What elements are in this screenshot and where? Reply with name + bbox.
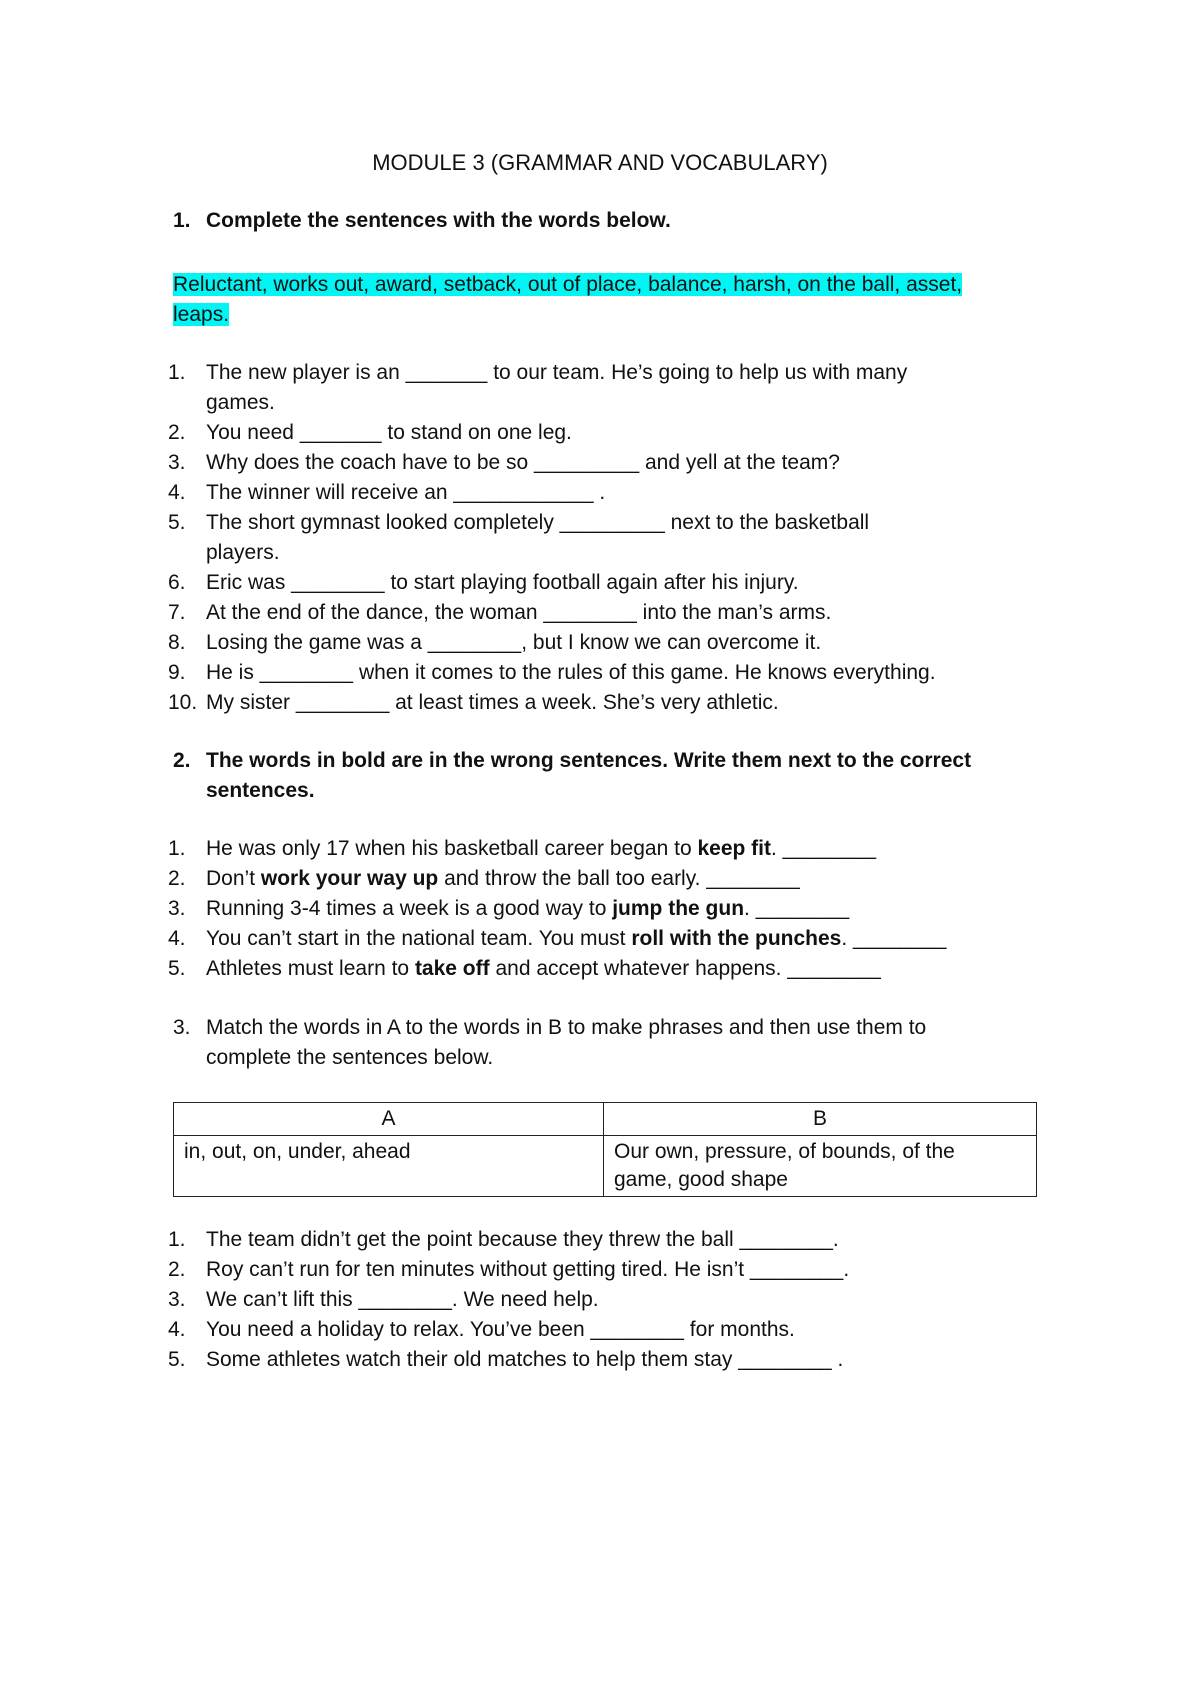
item-text: At the end of the dance, the woman ________ into the man’s arms. — [206, 601, 832, 624]
word-bank-line2: leaps. — [173, 303, 230, 326]
item-number: 2. — [168, 421, 186, 444]
item-text: The new player is an _______ to our team. He’s going to help us with many — [206, 361, 908, 384]
list-item — [168, 1315, 1036, 1345]
list-item — [168, 598, 1036, 628]
item-text: You need _______ to stand on one leg. — [206, 421, 572, 444]
item-text: You need a holiday to relax. You’ve been ________ for months. — [206, 1318, 795, 1341]
item-number: 4. — [168, 927, 186, 950]
section3-list — [168, 1225, 1036, 1375]
word-bank-line1: Reluctant, works out, award, setback, out of place, balance, harsh, on the ball, asset, — [173, 273, 963, 296]
list-item — [168, 418, 1036, 448]
list-item — [168, 358, 1036, 418]
column-b-header: B — [604, 1103, 1037, 1136]
list-item — [168, 1225, 1036, 1255]
list-item — [168, 924, 1036, 954]
section1-number: 1. — [173, 209, 191, 232]
section1-heading — [173, 206, 1036, 236]
table-row — [174, 1136, 1037, 1197]
item-text-end: . ________ — [744, 897, 850, 920]
list-item — [168, 1345, 1036, 1375]
page-title: MODULE 3 (GRAMMAR AND VOCABULARY) — [372, 150, 828, 175]
section3-heading-line2: complete the sentences below. — [206, 1046, 494, 1069]
item-text: Roy can’t run for ten minutes without getting tired. He isn’t ________. — [206, 1258, 850, 1281]
item-number: 5. — [168, 511, 186, 534]
item-number: 6. — [168, 571, 186, 594]
section2-list — [168, 834, 1036, 984]
list-item — [168, 688, 1036, 718]
item-text-continued: games. — [206, 391, 275, 414]
item-number: 8. — [168, 631, 186, 654]
match-table — [173, 1102, 1037, 1197]
cell-b — [604, 1136, 1037, 1197]
item-text: Losing the game was a ________, but I know we can overcome it. — [206, 631, 822, 654]
cell-b-line1: Our own, pressure, of bounds, of the — [614, 1140, 955, 1163]
item-text: We can’t lift this ________. We need help. — [206, 1288, 599, 1311]
item-number: 1. — [168, 361, 186, 384]
section2-heading — [173, 746, 1036, 806]
item-number: 1. — [168, 1228, 186, 1251]
section3-number: 3. — [173, 1016, 191, 1039]
item-text: The winner will receive an ____________ . — [206, 481, 606, 504]
item-text: Don’t — [206, 867, 261, 890]
list-item — [168, 1255, 1036, 1285]
table-header-row — [174, 1103, 1037, 1136]
section3-heading-line1: Match the words in A to the words in B to make phrases and then use them to — [206, 1016, 927, 1039]
item-text: He is ________ when it comes to the rules of this game. He knows everything. — [206, 661, 936, 684]
list-item — [168, 834, 1036, 864]
item-text: Eric was ________ to start playing football again after his injury. — [206, 571, 799, 594]
item-text: Athletes must learn to — [206, 957, 415, 980]
item-number: 7. — [168, 601, 186, 624]
item-text: Why does the coach have to be so _________ and yell at the team? — [206, 451, 840, 474]
item-text-end: . ________ — [841, 927, 947, 950]
section3-heading — [173, 1013, 1036, 1073]
item-text-continued: players. — [206, 541, 280, 564]
bold-phrase: work your way up — [260, 867, 439, 890]
item-text: The short gymnast looked completely _________ next to the basketball — [206, 511, 870, 534]
section2-number: 2. — [173, 749, 191, 772]
item-number: 3. — [168, 451, 186, 474]
item-number: 5. — [168, 957, 186, 980]
list-item — [168, 864, 1036, 894]
item-text: Some athletes watch their old matches to help them stay ________ . — [206, 1348, 844, 1371]
item-number: 1. — [168, 837, 186, 860]
item-number: 2. — [168, 867, 186, 890]
list-item — [168, 478, 1036, 508]
item-text: He was only 17 when his basketball career began to — [206, 837, 698, 860]
list-item — [168, 954, 1036, 984]
word-bank — [173, 270, 1033, 330]
section2-heading-line1: The words in bold are in the wrong sentences. Write them next to the correct — [206, 749, 972, 772]
bold-phrase: jump the gun — [612, 897, 745, 920]
bold-phrase: take off — [414, 957, 490, 980]
item-text-end: and accept whatever happens. ________ — [489, 957, 881, 980]
item-number: 4. — [168, 1318, 186, 1341]
item-number: 2. — [168, 1258, 186, 1281]
item-text-end: . ________ — [771, 837, 877, 860]
item-number: 9. — [168, 661, 186, 684]
item-number: 3. — [168, 1288, 186, 1311]
item-text: My sister ________ at least times a week. She’s very athletic. — [206, 691, 779, 714]
item-text: You can’t start in the national team. You must — [206, 927, 632, 950]
bold-phrase: roll with the punches — [631, 927, 842, 950]
item-text: Running 3-4 times a week is a good way to — [206, 897, 613, 920]
cell-a: in, out, on, under, ahead — [174, 1136, 604, 1197]
list-item — [168, 568, 1036, 598]
cell-b-line2: game, good shape — [614, 1168, 788, 1191]
list-item — [168, 894, 1036, 924]
list-item — [168, 448, 1036, 478]
list-item — [168, 628, 1036, 658]
item-number: 4. — [168, 481, 186, 504]
item-text: The team didn’t get the point because they threw the ball ________. — [206, 1228, 839, 1251]
item-text-end: and throw the ball too early. ________ — [438, 867, 800, 890]
bold-phrase: keep fit — [697, 837, 771, 860]
item-number: 3. — [168, 897, 186, 920]
item-number: 10. — [168, 691, 198, 714]
list-item — [168, 658, 1036, 688]
list-item — [168, 508, 1036, 568]
list-item — [168, 1285, 1036, 1315]
section1-list — [168, 358, 1036, 718]
column-a-header: A — [174, 1103, 604, 1136]
section2-heading-line2: sentences. — [206, 779, 315, 802]
section1-heading-text: Complete the sentences with the words below. — [206, 209, 671, 232]
item-number: 5. — [168, 1348, 186, 1371]
